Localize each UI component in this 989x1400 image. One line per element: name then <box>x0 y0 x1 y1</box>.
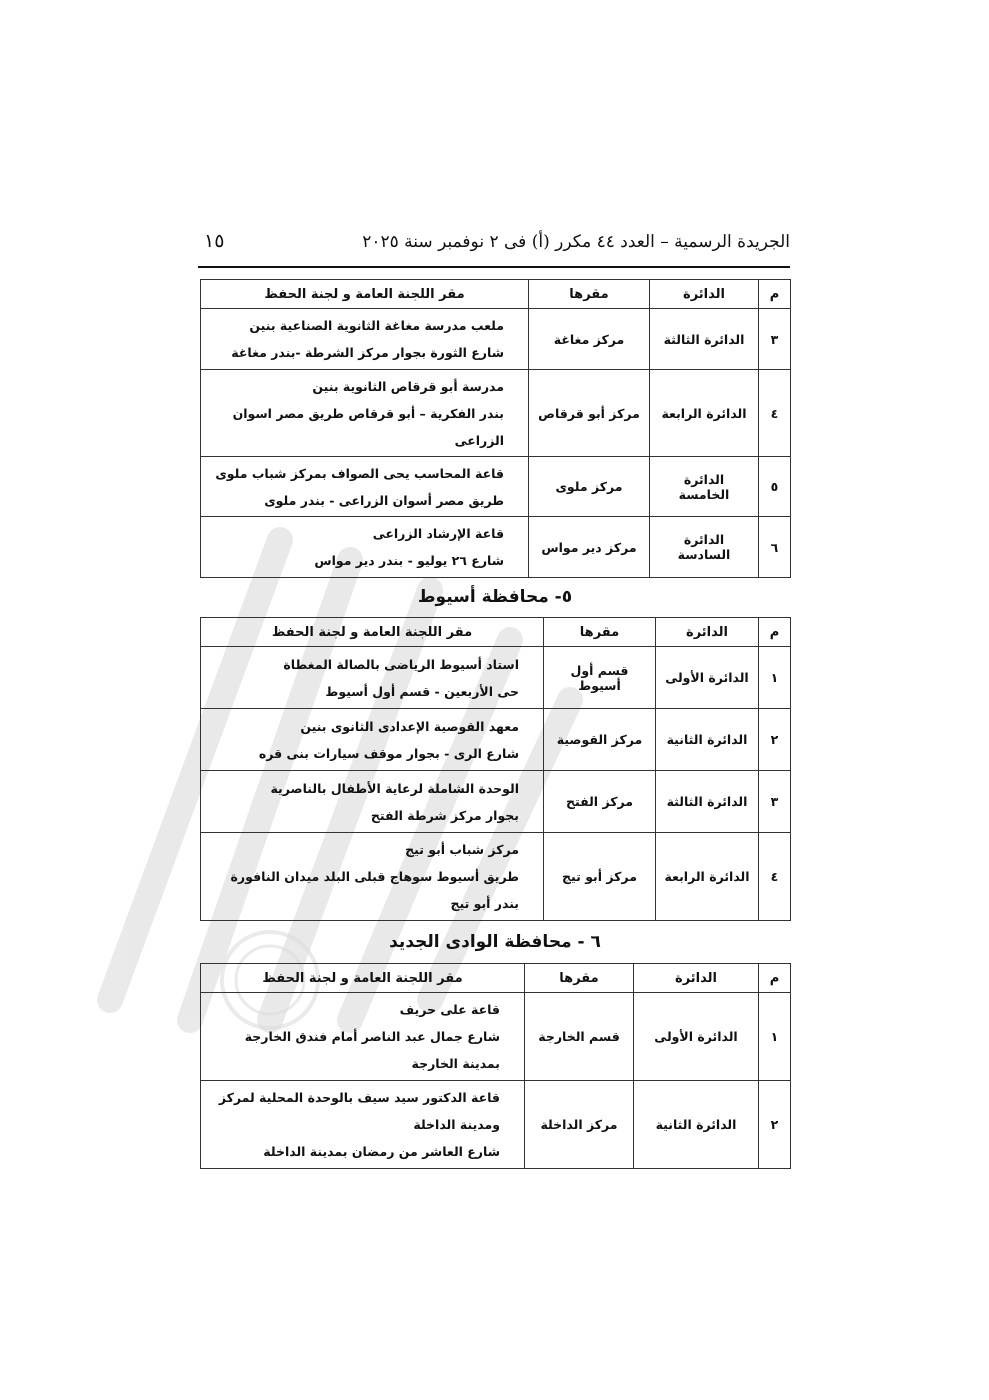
committee-cell <box>201 833 544 921</box>
committee-cell-line: مركز شباب أبو تيج <box>405 842 519 857</box>
section-heading-assiut: ٥- محافظة أسيوط <box>417 587 573 607</box>
seat-cell <box>525 1081 634 1169</box>
committee-cell-line: الوحدة الشاملة لرعاية الأطفال بالناصرية <box>270 780 519 796</box>
committee-cell-line: ملعب مدرسة مغاغة الثانوية الصناعية بنين <box>249 318 504 333</box>
committee-cell-line: شارع العاشر من رمضان بمدينة الداخلة <box>263 1144 500 1159</box>
district-cell <box>650 309 759 370</box>
row-number: ١ <box>759 993 791 1081</box>
committee-table-new-valley <box>200 963 791 1169</box>
col-header-seat: مقرها <box>544 618 656 647</box>
district-cell <box>656 771 759 833</box>
col-header-district: الدائرة <box>650 280 759 309</box>
committee-cell-line: قاعة الدكتور سيد سيف بالوحدة المحلية لمركز <box>218 1090 500 1105</box>
col-header-committee: مقر اللجنة العامة و لجنة الحفظ <box>201 280 529 309</box>
row-number: ١ <box>759 647 791 709</box>
table-header-row <box>201 964 791 993</box>
district-cell <box>634 993 759 1081</box>
committee-cell-line: بندر أبو تيج <box>450 896 519 911</box>
district-cell <box>656 833 759 921</box>
col-header-district: الدائرة <box>656 618 759 647</box>
district-cell-line: الدائرة الأولى <box>665 670 749 685</box>
table-row <box>201 370 791 457</box>
seat-cell-line: مركز مغاغة <box>553 331 625 347</box>
col-header-district: الدائرة <box>634 964 759 993</box>
row-number: ٥ <box>759 457 791 517</box>
committee-cell-line: بجوار مركز شرطة الفتح <box>370 807 519 823</box>
committee-cell <box>201 647 544 709</box>
seat-cell <box>529 370 650 457</box>
committee-cell <box>201 370 529 457</box>
col-header-committee: مقر اللجنة العامة و لجنة الحفظ <box>201 618 544 647</box>
committee-cell-line: استاد أسيوط الرياضى بالصالة المغطاة <box>283 656 519 672</box>
committee-cell-line: طريق أسيوط سوهاج قبلى البلد ميدان النافورة <box>230 869 519 884</box>
seat-cell-line: مركز أبو تيج <box>562 869 637 884</box>
committee-cell <box>201 457 529 517</box>
table-row <box>201 517 791 578</box>
district-cell-line: السادسة <box>677 547 731 562</box>
committee-cell-line: الزراعى <box>454 432 504 448</box>
page-header <box>200 226 790 260</box>
committee-cell-line: معهد القوصية الإعدادى الثانوى بنين <box>300 718 519 734</box>
committee-cell-line: حى الأربعين - قسم أول أسيوط <box>325 683 519 699</box>
row-number: ٤ <box>759 833 791 921</box>
seat-cell-line: قسم الخارجة <box>538 1029 620 1044</box>
district-cell <box>650 517 759 578</box>
col-header-committee: مقر اللجنة العامة و لجنة الحفظ <box>201 964 525 993</box>
row-number: ٢ <box>759 1081 791 1169</box>
committee-cell-line: قاعة على حريف <box>399 1002 500 1017</box>
col-header-seat: مقرها <box>525 964 634 993</box>
district-cell-line: الدائرة الثانية <box>666 732 748 747</box>
seat-cell-line: مركز دير مواس <box>541 539 637 555</box>
district-cell-line: الدائرة الأولى <box>654 1029 738 1044</box>
seat-cell <box>544 833 656 921</box>
district-cell-line: الدائرة الثالثة <box>666 794 748 809</box>
district-cell-line: الدائرة <box>683 532 725 547</box>
committee-cell <box>201 309 529 370</box>
committee-cell-line: شارع الرى - بجوار موقف سيارات بنى قره <box>258 745 519 761</box>
seat-cell <box>544 771 656 833</box>
seat-cell <box>544 709 656 771</box>
committee-cell-line: مدرسة أبو قرقاص الثانوية بنين <box>312 378 504 394</box>
district-cell <box>634 1081 759 1169</box>
committee-cell-line: ومدينة الداخلة <box>413 1117 500 1132</box>
row-number: ٢ <box>759 709 791 771</box>
committee-cell <box>201 771 544 833</box>
district-cell <box>650 370 759 457</box>
committee-cell-line: قاعة المحاسب يحى الصواف بمركز شباب ملوى <box>215 465 504 481</box>
committee-table-assiut <box>200 617 791 921</box>
district-cell-line: الدائرة الرابعة <box>661 405 747 421</box>
committee-cell <box>201 709 544 771</box>
seat-cell-line: أسيوط <box>578 677 621 693</box>
seat-cell <box>529 517 650 578</box>
seat-cell <box>529 309 650 370</box>
district-cell-line: الدائرة الثالثة <box>663 331 745 347</box>
table-row <box>201 993 791 1081</box>
seat-cell-line: مركز ملوى <box>555 479 623 494</box>
header-rule <box>198 266 790 268</box>
district-cell <box>656 647 759 709</box>
committee-cell-line: شارع ٢٦ يوليو - بندر دير مواس <box>314 553 504 568</box>
seat-cell <box>544 647 656 709</box>
committee-cell <box>201 993 525 1081</box>
committee-cell-line: شارع الثورة بجوار مركز الشرطة -بندر مغاغة <box>231 345 504 360</box>
table-row <box>201 771 791 833</box>
col-header-num: م <box>759 280 791 309</box>
table-header-row <box>201 280 791 309</box>
district-cell-line: الخامسة <box>678 486 730 502</box>
committee-table-minya <box>200 279 791 578</box>
committee-cell-line: بندر الفكرية – أبو قرقاص طريق مصر اسوان <box>232 405 504 421</box>
seat-cell <box>525 993 634 1081</box>
table-row <box>201 709 791 771</box>
district-cell <box>650 457 759 517</box>
seat-cell-line: مركز الداخلة <box>540 1117 618 1132</box>
table-row <box>201 833 791 921</box>
committee-cell-line: بمدينة الخارجة <box>411 1056 500 1071</box>
row-number: ٦ <box>759 517 791 578</box>
committee-cell-line: شارع جمال عبد الناصر أمام فندق الخارجة <box>244 1029 500 1044</box>
seat-cell-line: مركز القوصية <box>556 732 643 747</box>
district-cell <box>656 709 759 771</box>
committee-cell <box>201 517 529 578</box>
committee-cell <box>201 1081 525 1169</box>
col-header-num: م <box>759 964 791 993</box>
gazette-title: الجريدة الرسمية – العدد ٤٤ مكرر (أ) فى ٢ نوفمبر سنة ٢٠٢٥ <box>362 232 790 252</box>
row-number: ٤ <box>759 370 791 457</box>
seat-cell-line: قسم أول <box>570 662 629 678</box>
committee-cell-line: طريق مصر أسوان الزراعى - بندر ملوى <box>264 492 504 508</box>
table-row <box>201 1081 791 1169</box>
committee-cell-line: قاعة الإرشاد الزراعى <box>372 526 504 541</box>
seat-cell <box>529 457 650 517</box>
district-cell-line: الدائرة <box>683 471 725 487</box>
table-row <box>201 309 791 370</box>
table-row <box>201 457 791 517</box>
table-header-row <box>201 618 791 647</box>
seat-cell-line: مركز الفتح <box>566 794 633 809</box>
row-number: ٣ <box>759 771 791 833</box>
district-cell-line: الدائرة الرابعة <box>664 869 750 884</box>
col-header-seat: مقرها <box>529 280 650 309</box>
district-cell-line: الدائرة الثانية <box>655 1117 737 1132</box>
row-number: ٣ <box>759 309 791 370</box>
col-header-num: م <box>759 618 791 647</box>
section-heading-new-valley: ٦ - محافظة الوادى الجديد <box>389 932 601 952</box>
seat-cell-line: مركز أبو قرقاص <box>538 405 640 421</box>
table-row <box>201 647 791 709</box>
page-number: ١٥ <box>204 230 225 252</box>
